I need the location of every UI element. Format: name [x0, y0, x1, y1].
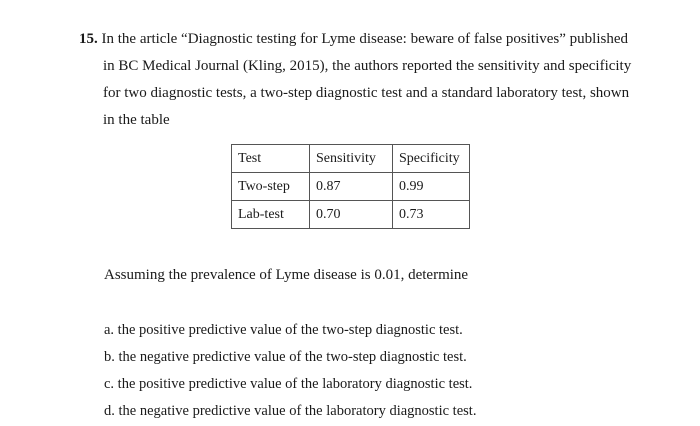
problem-text-1: In the article “Diagnostic testing for Lyme disease: beware of false positives” published [101, 31, 629, 47]
table-header-cell: Test [232, 145, 310, 173]
assumption-text: Assuming the prevalence of Lyme disease is 0.01, determine [104, 267, 469, 283]
question-part-d: d. the negative predictive value of the laboratory diagnostic test. [104, 403, 477, 419]
question-parts-list [104, 317, 476, 425]
question-number: 15. [79, 31, 98, 47]
problem-line-1 [79, 26, 679, 53]
question-part-c: c. the positive predictive value of the laboratory diagnostic test. [104, 376, 473, 392]
table-cell: 0.70 [310, 201, 393, 229]
table-cell: 0.87 [310, 173, 393, 201]
table-header-cell: Sensitivity [310, 145, 393, 173]
test-accuracy-table [231, 144, 470, 229]
problem-statement [79, 26, 679, 134]
table-row [232, 201, 470, 229]
problem-line-4: in the table [103, 112, 170, 128]
table-cell: Two-step [232, 173, 310, 201]
table-header-cell: Specificity [393, 145, 470, 173]
table-row [232, 173, 470, 201]
question-part-b: b. the negative predictive value of the two-step diagnostic test. [104, 349, 467, 365]
problem-line-2: in BC Medical Journal (Kling, 2015), the authors reported the sensitivity and specificity [103, 58, 632, 74]
table-cell: 0.73 [393, 201, 470, 229]
table-cell: 0.99 [393, 173, 470, 201]
table-header-row [232, 145, 470, 173]
question-part-a: a. the positive predictive value of the two-step diagnostic test. [104, 322, 463, 338]
problem-line-3: for two diagnostic tests, a two-step diagnostic test and a standard laboratory test, shown [103, 85, 630, 101]
table-cell: Lab-test [232, 201, 310, 229]
